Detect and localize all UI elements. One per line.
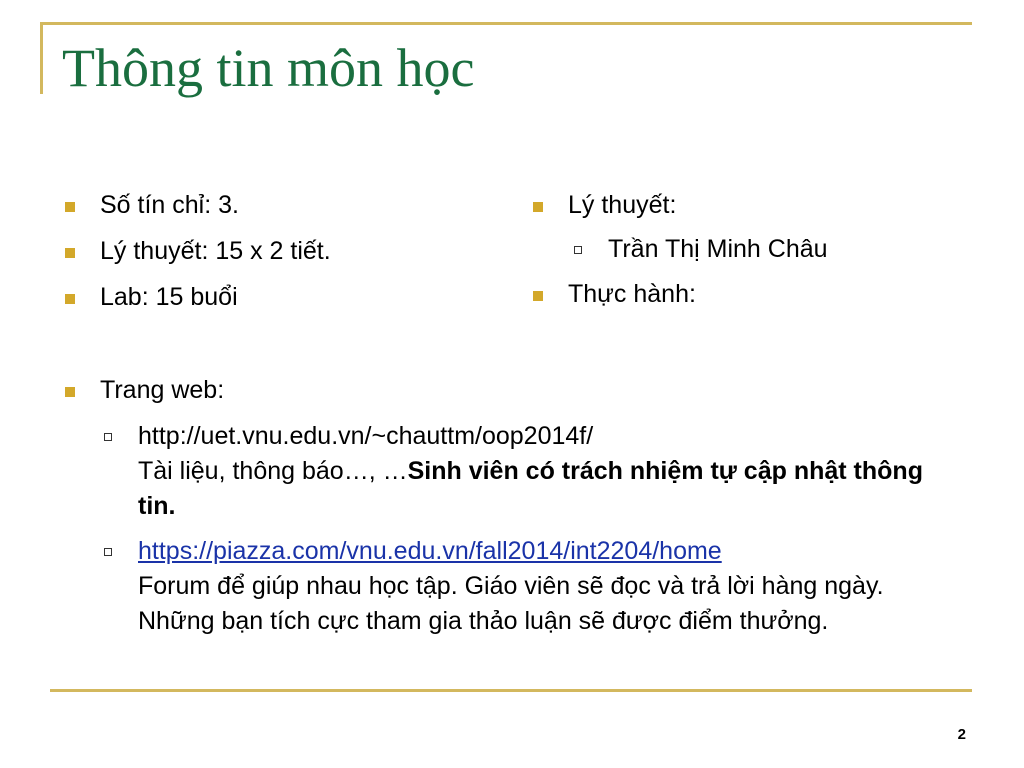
frame-bottom-line [50,689,972,692]
hollow-square-bullet-icon [574,246,582,254]
sub-item-teacher [530,232,970,267]
list-item-theory-hours [62,234,502,268]
site2-description: Forum để giúp nhau học tập. Giáo viên sẽ đọc và trả lời hàng ngày. Những bạn tích cực tham gia thảo luận sẽ được điểm thưởng. [138,572,884,635]
list-item-lab [62,280,502,314]
hollow-square-bullet-icon [104,548,112,556]
left-column [62,188,502,326]
teacher-name: Trần Thị Minh Châu [608,235,828,263]
site1-url: http://uet.vnu.edu.vn/~chauttm/oop2014f/ [138,422,594,450]
right-column [530,188,970,323]
list-item-practice [530,277,970,311]
sub-item-site1 [62,419,962,524]
site1-description [138,454,962,524]
list-item-web [62,373,962,407]
list-item-theory [530,188,970,222]
square-bullet-icon [65,387,75,397]
page-number: 2 [957,726,966,743]
hollow-square-bullet-icon [104,433,112,441]
square-bullet-icon [533,291,543,301]
square-bullet-icon [533,202,543,212]
lab-text: Lab: 15 buổi [100,283,238,311]
frame-left-line [40,22,43,94]
square-bullet-icon [65,248,75,258]
practice-label: Thực hành: [568,280,696,308]
frame-top-line [40,22,972,25]
square-bullet-icon [65,294,75,304]
slide-title: Thông tin môn học [62,38,475,98]
piazza-link[interactable]: https://piazza.com/vnu.edu.vn/fall2014/int2204/home [138,537,722,565]
web-label: Trang web: [100,376,225,404]
site1-desc-text: Tài liệu, thông báo…, … [138,457,408,485]
square-bullet-icon [65,202,75,212]
site1-bold-text: Sinh viên có trách nhiệm tự cập nhật thông tin. [138,457,923,520]
theory-label: Lý thuyết: [568,191,677,219]
sub-item-site2 [62,534,962,639]
credits-text: Số tín chỉ: 3. [100,191,239,219]
web-section [62,373,962,649]
list-item-credits [62,188,502,222]
theory-hours-text: Lý thuyết: 15 x 2 tiết. [100,237,331,265]
